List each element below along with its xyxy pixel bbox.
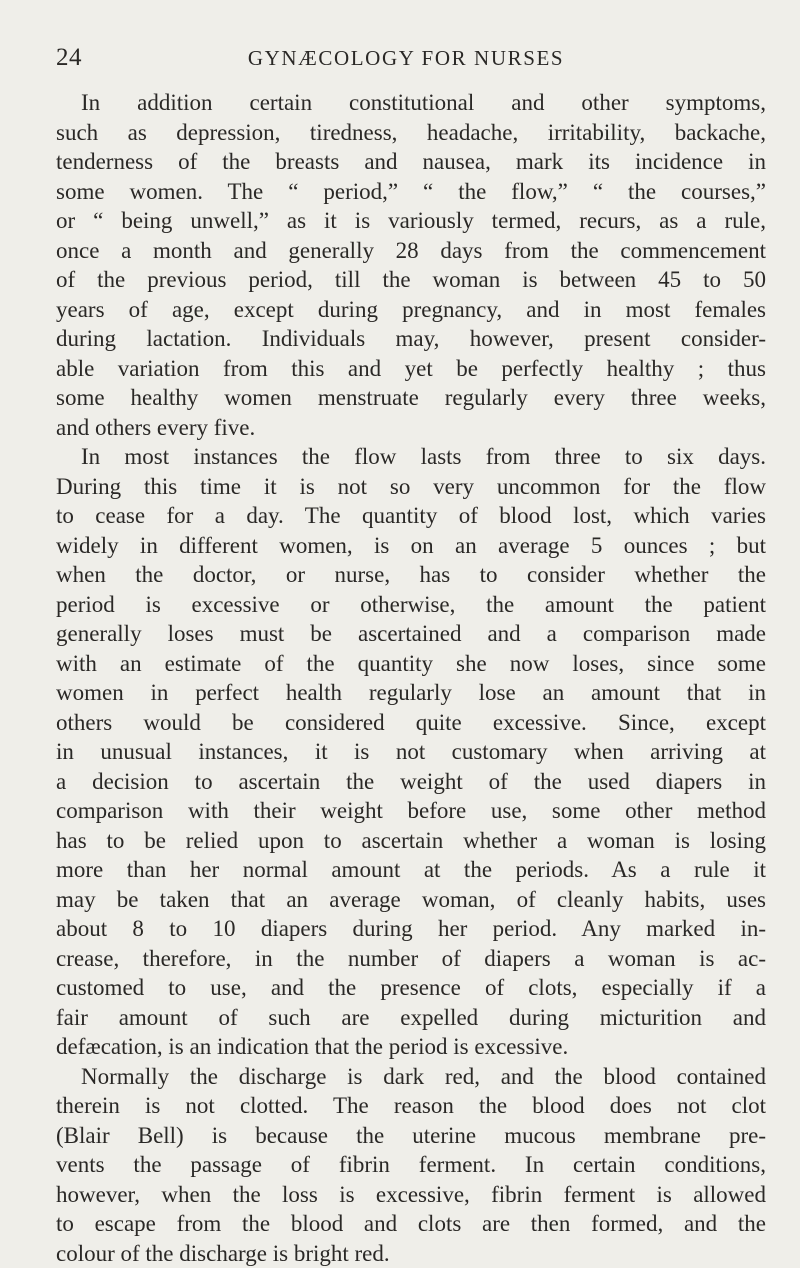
text-line: therein is not clotted. The reason the blood does not clot (56, 1091, 766, 1121)
text-line: able variation from this and yet be perfectly healthy ; thus (56, 354, 766, 384)
running-head (56, 44, 756, 78)
text-line: some women. The “ period,” “ the flow,” “ the courses,” (56, 177, 766, 207)
text-line: others would be considered quite excessive. Since, except (56, 708, 766, 738)
text-line: crease, therefore, in the number of diapers a woman is ac- (56, 944, 766, 974)
text-line: widely in different women, is on an average 5 ounces ; but (56, 531, 766, 561)
body-text (56, 88, 766, 1268)
text-line: of the previous period, till the woman is between 45 to 50 (56, 265, 766, 295)
text-line: In addition certain constitutional and other symptoms, (56, 88, 766, 118)
text-line: years of age, except during pregnancy, and in most females (56, 295, 766, 325)
running-title: GYNÆCOLOGY FOR NURSES (56, 46, 756, 71)
text-line: however, when the loss is excessive, fibrin ferment is allowed (56, 1180, 766, 1210)
text-line: about 8 to 10 diapers during her period. Any marked in- (56, 914, 766, 944)
text-line: tenderness of the breasts and nausea, mark its incidence in (56, 147, 766, 177)
text-line: during lactation. Individuals may, however, present consider- (56, 324, 766, 354)
text-line: colour of the discharge is bright red. (56, 1239, 766, 1268)
text-line: when the doctor, or nurse, has to consider whether the (56, 560, 766, 590)
text-line: period is excessive or otherwise, the amount the patient (56, 590, 766, 620)
text-line: and others every five. (56, 413, 766, 443)
text-line: In most instances the flow lasts from three to six days. (56, 442, 766, 472)
text-line: more than her normal amount at the periods. As a rule it (56, 855, 766, 885)
text-line: generally loses must be ascertained and a comparison made (56, 619, 766, 649)
text-line: (Blair Bell) is because the uterine mucous membrane pre- (56, 1121, 766, 1151)
text-line: to escape from the blood and clots are then formed, and the (56, 1209, 766, 1239)
text-line: women in perfect health regularly lose an amount that in (56, 678, 766, 708)
text-line: fair amount of such are expelled during micturition and (56, 1003, 766, 1033)
text-line: in unusual instances, it is not customary when arriving at (56, 737, 766, 767)
text-line: a decision to ascertain the weight of the used diapers in (56, 767, 766, 797)
text-line: to cease for a day. The quantity of blood lost, which varies (56, 501, 766, 531)
text-line: such as depression, tiredness, headache, irritability, backache, (56, 118, 766, 148)
text-line: During this time it is not so very uncommon for the flow (56, 472, 766, 502)
text-line: vents the passage of fibrin ferment. In certain conditions, (56, 1150, 766, 1180)
text-line: some healthy women menstruate regularly every three weeks, (56, 383, 766, 413)
text-line: may be taken that an average woman, of cleanly habits, uses (56, 885, 766, 915)
text-line: with an estimate of the quantity she now loses, since some (56, 649, 766, 679)
page-number: 24 (56, 44, 82, 72)
text-line: has to be relied upon to ascertain whether a woman is losing (56, 826, 766, 856)
text-line: customed to use, and the presence of clots, especially if a (56, 973, 766, 1003)
text-line: comparison with their weight before use, some other method (56, 796, 766, 826)
text-line: or “ being unwell,” as it is variously termed, recurs, as a rule, (56, 206, 766, 236)
text-line: once a month and generally 28 days from the commencement (56, 236, 766, 266)
text-line: Normally the discharge is dark red, and the blood contained (56, 1062, 766, 1092)
text-line: defæcation, is an indication that the period is excessive. (56, 1032, 766, 1062)
